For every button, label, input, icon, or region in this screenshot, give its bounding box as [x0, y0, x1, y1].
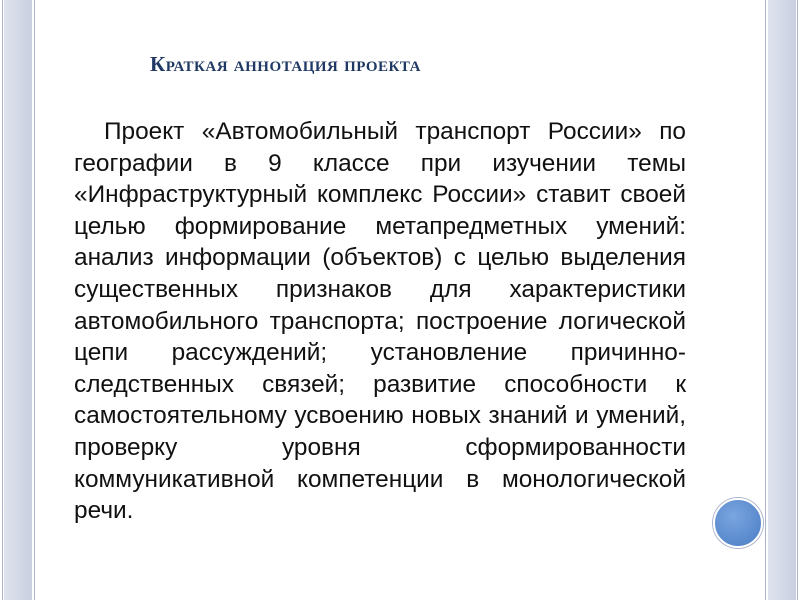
right-decorative-band	[768, 0, 796, 600]
decorative-circle	[713, 498, 763, 548]
right-border-line-outer	[797, 0, 798, 600]
slide-title: Краткая аннотация проекта	[150, 52, 422, 76]
right-border-line-inner	[765, 0, 766, 600]
left-border-line-inner	[34, 0, 35, 600]
left-decorative-band	[4, 0, 32, 600]
left-border-line-outer	[2, 0, 3, 600]
annotation-text: Проект «Автомобильный транспорт России» по географии в 9 классе при изучении темы «Инфраструктурный комплекс России» ставит своей целью формирование метапредметных умений: анализ информации (объектов) с целью выделения существенных признаков для характеристики автомобильного транспорта; построение логической цепи рассуждений; установление причинно-следственных связей; развитие способности к самостоятельному усвоению новых знаний и умений, проверку уровня сформированности коммуникативной компетенции в монологической речи.	[74, 118, 686, 525]
